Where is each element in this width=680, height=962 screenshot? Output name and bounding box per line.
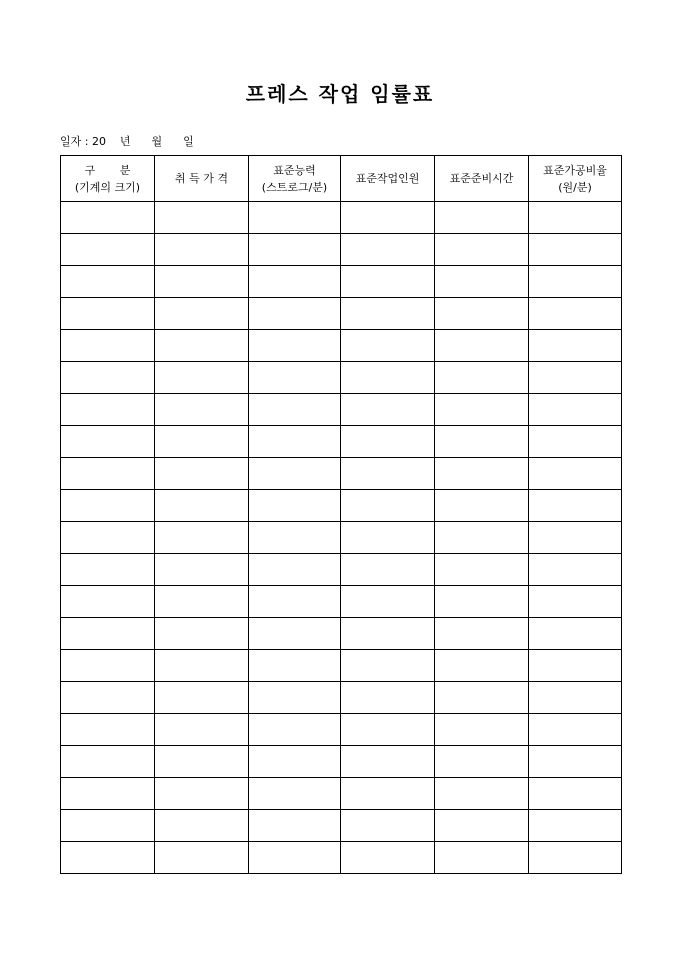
table-cell[interactable] <box>61 458 155 490</box>
table-cell[interactable] <box>529 522 622 554</box>
table-cell[interactable] <box>341 362 435 394</box>
table-cell[interactable] <box>435 650 529 682</box>
table-cell[interactable] <box>155 298 249 330</box>
table-cell[interactable] <box>435 586 529 618</box>
table-cell[interactable] <box>155 490 249 522</box>
table-cell[interactable] <box>155 458 249 490</box>
table-cell[interactable] <box>529 810 622 842</box>
table-cell[interactable] <box>341 522 435 554</box>
table-cell[interactable] <box>341 490 435 522</box>
table-cell[interactable] <box>341 682 435 714</box>
table-cell[interactable] <box>155 618 249 650</box>
table-cell[interactable] <box>341 298 435 330</box>
table-cell[interactable] <box>155 842 249 874</box>
table-cell[interactable] <box>529 234 622 266</box>
table-cell[interactable] <box>249 234 341 266</box>
table-cell[interactable] <box>249 746 341 778</box>
table-cell[interactable] <box>155 330 249 362</box>
table-cell[interactable] <box>341 554 435 586</box>
table-cell[interactable] <box>61 778 155 810</box>
table-cell[interactable] <box>155 810 249 842</box>
table-cell[interactable] <box>529 778 622 810</box>
table-cell[interactable] <box>61 202 155 234</box>
table-row <box>61 586 622 618</box>
table-cell[interactable] <box>155 682 249 714</box>
header-line: 표준준비시간 <box>449 172 514 185</box>
table-cell[interactable] <box>435 362 529 394</box>
table-cell[interactable] <box>529 714 622 746</box>
table-cell[interactable] <box>435 522 529 554</box>
table-cell[interactable] <box>61 618 155 650</box>
table-cell[interactable] <box>529 618 622 650</box>
table-cell[interactable] <box>249 586 341 618</box>
table-body <box>61 202 622 874</box>
table-cell[interactable] <box>155 522 249 554</box>
table-cell[interactable] <box>249 714 341 746</box>
table-cell[interactable] <box>435 714 529 746</box>
table-row <box>61 234 622 266</box>
table-cell[interactable] <box>435 842 529 874</box>
table-row <box>61 522 622 554</box>
header-standard-setup-time <box>435 156 529 202</box>
table-cell[interactable] <box>341 234 435 266</box>
table-row <box>61 554 622 586</box>
table-cell[interactable] <box>249 522 341 554</box>
table-cell[interactable] <box>435 490 529 522</box>
table-row <box>61 650 622 682</box>
table-row <box>61 714 622 746</box>
table-cell[interactable] <box>529 650 622 682</box>
table-cell[interactable] <box>155 202 249 234</box>
table-cell[interactable] <box>341 426 435 458</box>
table-cell[interactable] <box>435 298 529 330</box>
header-standard-capacity <box>249 156 341 202</box>
table-cell[interactable] <box>529 554 622 586</box>
table-cell[interactable] <box>61 394 155 426</box>
table-cell[interactable] <box>529 746 622 778</box>
table-cell[interactable] <box>249 426 341 458</box>
header-row <box>61 156 622 202</box>
table-cell[interactable] <box>341 618 435 650</box>
table-cell[interactable] <box>249 650 341 682</box>
table-cell[interactable] <box>529 842 622 874</box>
table-cell[interactable] <box>341 586 435 618</box>
table-row <box>61 618 622 650</box>
table-cell[interactable] <box>341 746 435 778</box>
table-cell[interactable] <box>249 554 341 586</box>
table-cell[interactable] <box>249 298 341 330</box>
table-cell[interactable] <box>435 810 529 842</box>
table-row <box>61 330 622 362</box>
header-category <box>61 156 155 202</box>
table-cell[interactable] <box>435 234 529 266</box>
table-cell[interactable] <box>249 842 341 874</box>
table-cell[interactable] <box>155 586 249 618</box>
table-cell[interactable] <box>249 330 341 362</box>
table-cell[interactable] <box>435 330 529 362</box>
table-cell[interactable] <box>341 394 435 426</box>
table-cell[interactable] <box>61 426 155 458</box>
table-cell[interactable] <box>435 746 529 778</box>
table-cell[interactable] <box>249 618 341 650</box>
table-cell[interactable] <box>435 778 529 810</box>
table-cell[interactable] <box>249 778 341 810</box>
table-row <box>61 298 622 330</box>
table-row <box>61 458 622 490</box>
header-line: 구 분 <box>84 163 131 177</box>
header-line: (기계의 크기) <box>74 180 141 194</box>
table-cell[interactable] <box>61 682 155 714</box>
table-row <box>61 394 622 426</box>
table-cell[interactable] <box>341 714 435 746</box>
header-line: 표준능력 <box>273 163 316 177</box>
table-cell[interactable] <box>249 362 341 394</box>
table-cell[interactable] <box>529 330 622 362</box>
table-cell[interactable] <box>435 266 529 298</box>
table-cell[interactable] <box>529 202 622 234</box>
table-cell[interactable] <box>61 842 155 874</box>
table-cell[interactable] <box>529 298 622 330</box>
table-row <box>61 810 622 842</box>
table-cell[interactable] <box>529 362 622 394</box>
table-cell[interactable] <box>155 426 249 458</box>
table-row <box>61 490 622 522</box>
table-cell[interactable] <box>249 490 341 522</box>
table-cell[interactable] <box>249 394 341 426</box>
table-row <box>61 746 622 778</box>
table-cell[interactable] <box>435 458 529 490</box>
header-line: 취 득 가 격 <box>175 172 228 185</box>
table-cell[interactable] <box>249 266 341 298</box>
table-cell[interactable] <box>155 778 249 810</box>
table-cell[interactable] <box>61 586 155 618</box>
table-cell[interactable] <box>341 810 435 842</box>
table-cell[interactable] <box>529 586 622 618</box>
table-cell[interactable] <box>435 202 529 234</box>
header-line: 표준가공비율 <box>543 163 607 177</box>
table-cell[interactable] <box>341 778 435 810</box>
table-row <box>61 682 622 714</box>
table-cell[interactable] <box>61 714 155 746</box>
table-cell[interactable] <box>341 458 435 490</box>
table-row <box>61 426 622 458</box>
table-cell[interactable] <box>529 490 622 522</box>
header-standard-processing-rate <box>529 156 622 202</box>
table-cell[interactable] <box>529 394 622 426</box>
table-cell[interactable] <box>61 650 155 682</box>
table-row <box>61 842 622 874</box>
table-cell[interactable] <box>435 682 529 714</box>
table-cell[interactable] <box>155 650 249 682</box>
header-line: (스트로그/분) <box>261 180 328 194</box>
table-cell[interactable] <box>61 746 155 778</box>
table-row <box>61 202 622 234</box>
table-cell[interactable] <box>435 554 529 586</box>
table-cell[interactable] <box>341 330 435 362</box>
header-line: 표준작업인원 <box>355 172 420 185</box>
table-cell[interactable] <box>61 266 155 298</box>
table-cell[interactable] <box>435 618 529 650</box>
table-cell[interactable] <box>249 458 341 490</box>
table-cell[interactable] <box>435 426 529 458</box>
table-cell[interactable] <box>61 330 155 362</box>
table-cell[interactable] <box>61 554 155 586</box>
table-cell[interactable] <box>529 458 622 490</box>
table-cell[interactable] <box>249 810 341 842</box>
table-cell[interactable] <box>155 266 249 298</box>
table-row <box>61 778 622 810</box>
table-cell[interactable] <box>155 362 249 394</box>
date-line: 일자 : 20 년 월 일 <box>60 135 194 148</box>
table-cell[interactable] <box>61 362 155 394</box>
table-cell[interactable] <box>529 426 622 458</box>
table-row <box>61 362 622 394</box>
table-cell[interactable] <box>61 522 155 554</box>
table-cell[interactable] <box>155 714 249 746</box>
document-title: 프레스 작업 임률표 <box>245 82 435 106</box>
table-row <box>61 266 622 298</box>
header-standard-workers <box>341 156 435 202</box>
press-rate-table <box>60 155 622 874</box>
table-cell[interactable] <box>435 394 529 426</box>
table-cell[interactable] <box>155 554 249 586</box>
table-cell[interactable] <box>341 266 435 298</box>
table-cell[interactable] <box>341 650 435 682</box>
table-cell[interactable] <box>155 394 249 426</box>
table-cell[interactable] <box>341 842 435 874</box>
table-cell[interactable] <box>155 746 249 778</box>
table-cell[interactable] <box>61 234 155 266</box>
header-line: (원/분) <box>558 180 592 194</box>
table-cell[interactable] <box>61 298 155 330</box>
table-cell[interactable] <box>61 810 155 842</box>
table-cell[interactable] <box>341 202 435 234</box>
table-cell[interactable] <box>249 682 341 714</box>
table-cell[interactable] <box>155 234 249 266</box>
table-cell[interactable] <box>529 682 622 714</box>
table-cell[interactable] <box>61 490 155 522</box>
table-cell[interactable] <box>249 202 341 234</box>
header-acquisition-price <box>155 156 249 202</box>
table-cell[interactable] <box>529 266 622 298</box>
